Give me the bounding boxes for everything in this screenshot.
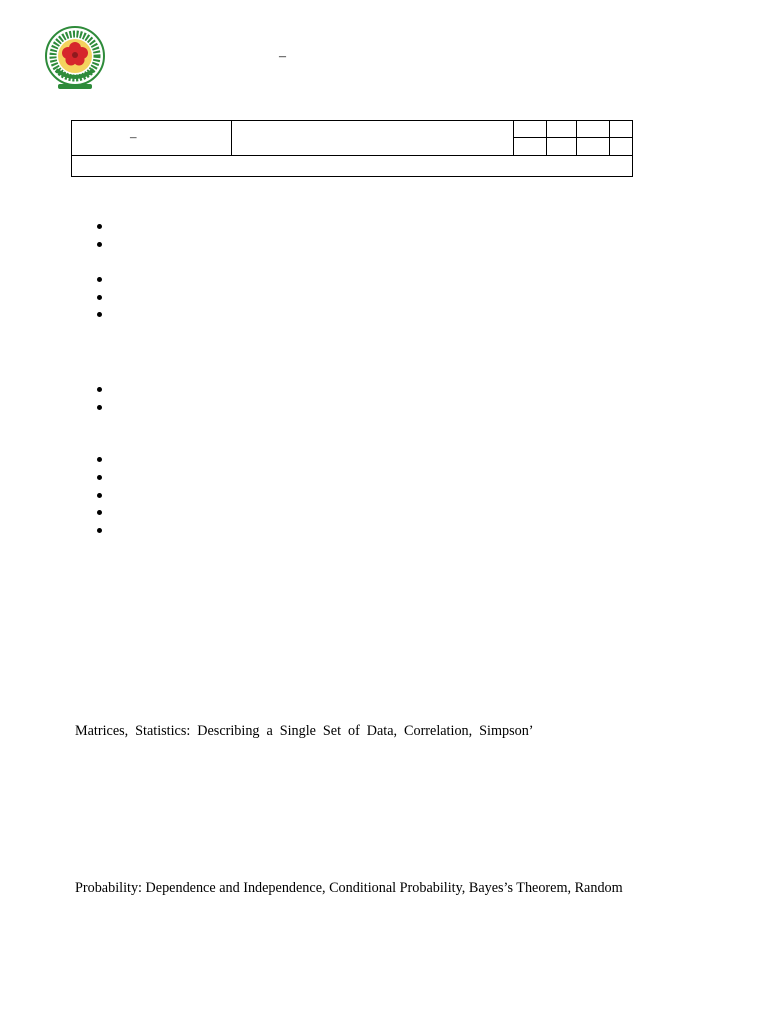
syllabus-line-probability: Probability: Dependence and Independence, Conditional Probability, Bayes’s Theorem, Random bbox=[75, 880, 623, 896]
syllabus-line-matrices-statistics: Matrices, Statistics: Describing a Single Set of Data, Correlation, Simpson’ bbox=[75, 723, 534, 739]
table-col-divider bbox=[546, 120, 547, 156]
table-border-bottom bbox=[71, 176, 633, 177]
bullet-icon bbox=[97, 510, 102, 515]
university-seal-icon bbox=[44, 24, 106, 92]
table-border-top bbox=[71, 120, 633, 121]
university-seal-logo bbox=[44, 24, 106, 92]
table-inner-divider bbox=[513, 137, 633, 138]
bullet-icon bbox=[97, 312, 102, 317]
table-border-left bbox=[71, 120, 72, 177]
table-cell-dash: – bbox=[130, 129, 137, 144]
bullet-icon bbox=[97, 493, 102, 498]
table-col-divider bbox=[231, 120, 232, 156]
table-col-divider bbox=[576, 120, 577, 156]
table-col-divider bbox=[513, 120, 514, 156]
bullet-icon bbox=[97, 528, 102, 533]
table-row-divider bbox=[71, 155, 633, 156]
heading-dash: – bbox=[279, 49, 286, 64]
table-col-divider bbox=[609, 120, 610, 156]
bullet-icon bbox=[97, 475, 102, 480]
bullet-icon bbox=[97, 405, 102, 410]
bullet-icon bbox=[97, 295, 102, 300]
table-border-right bbox=[632, 120, 633, 177]
bullet-icon bbox=[97, 457, 102, 462]
bullet-icon bbox=[97, 387, 102, 392]
bullet-icon bbox=[97, 242, 102, 247]
bullet-icon bbox=[97, 224, 102, 229]
bullet-icon bbox=[97, 277, 102, 282]
